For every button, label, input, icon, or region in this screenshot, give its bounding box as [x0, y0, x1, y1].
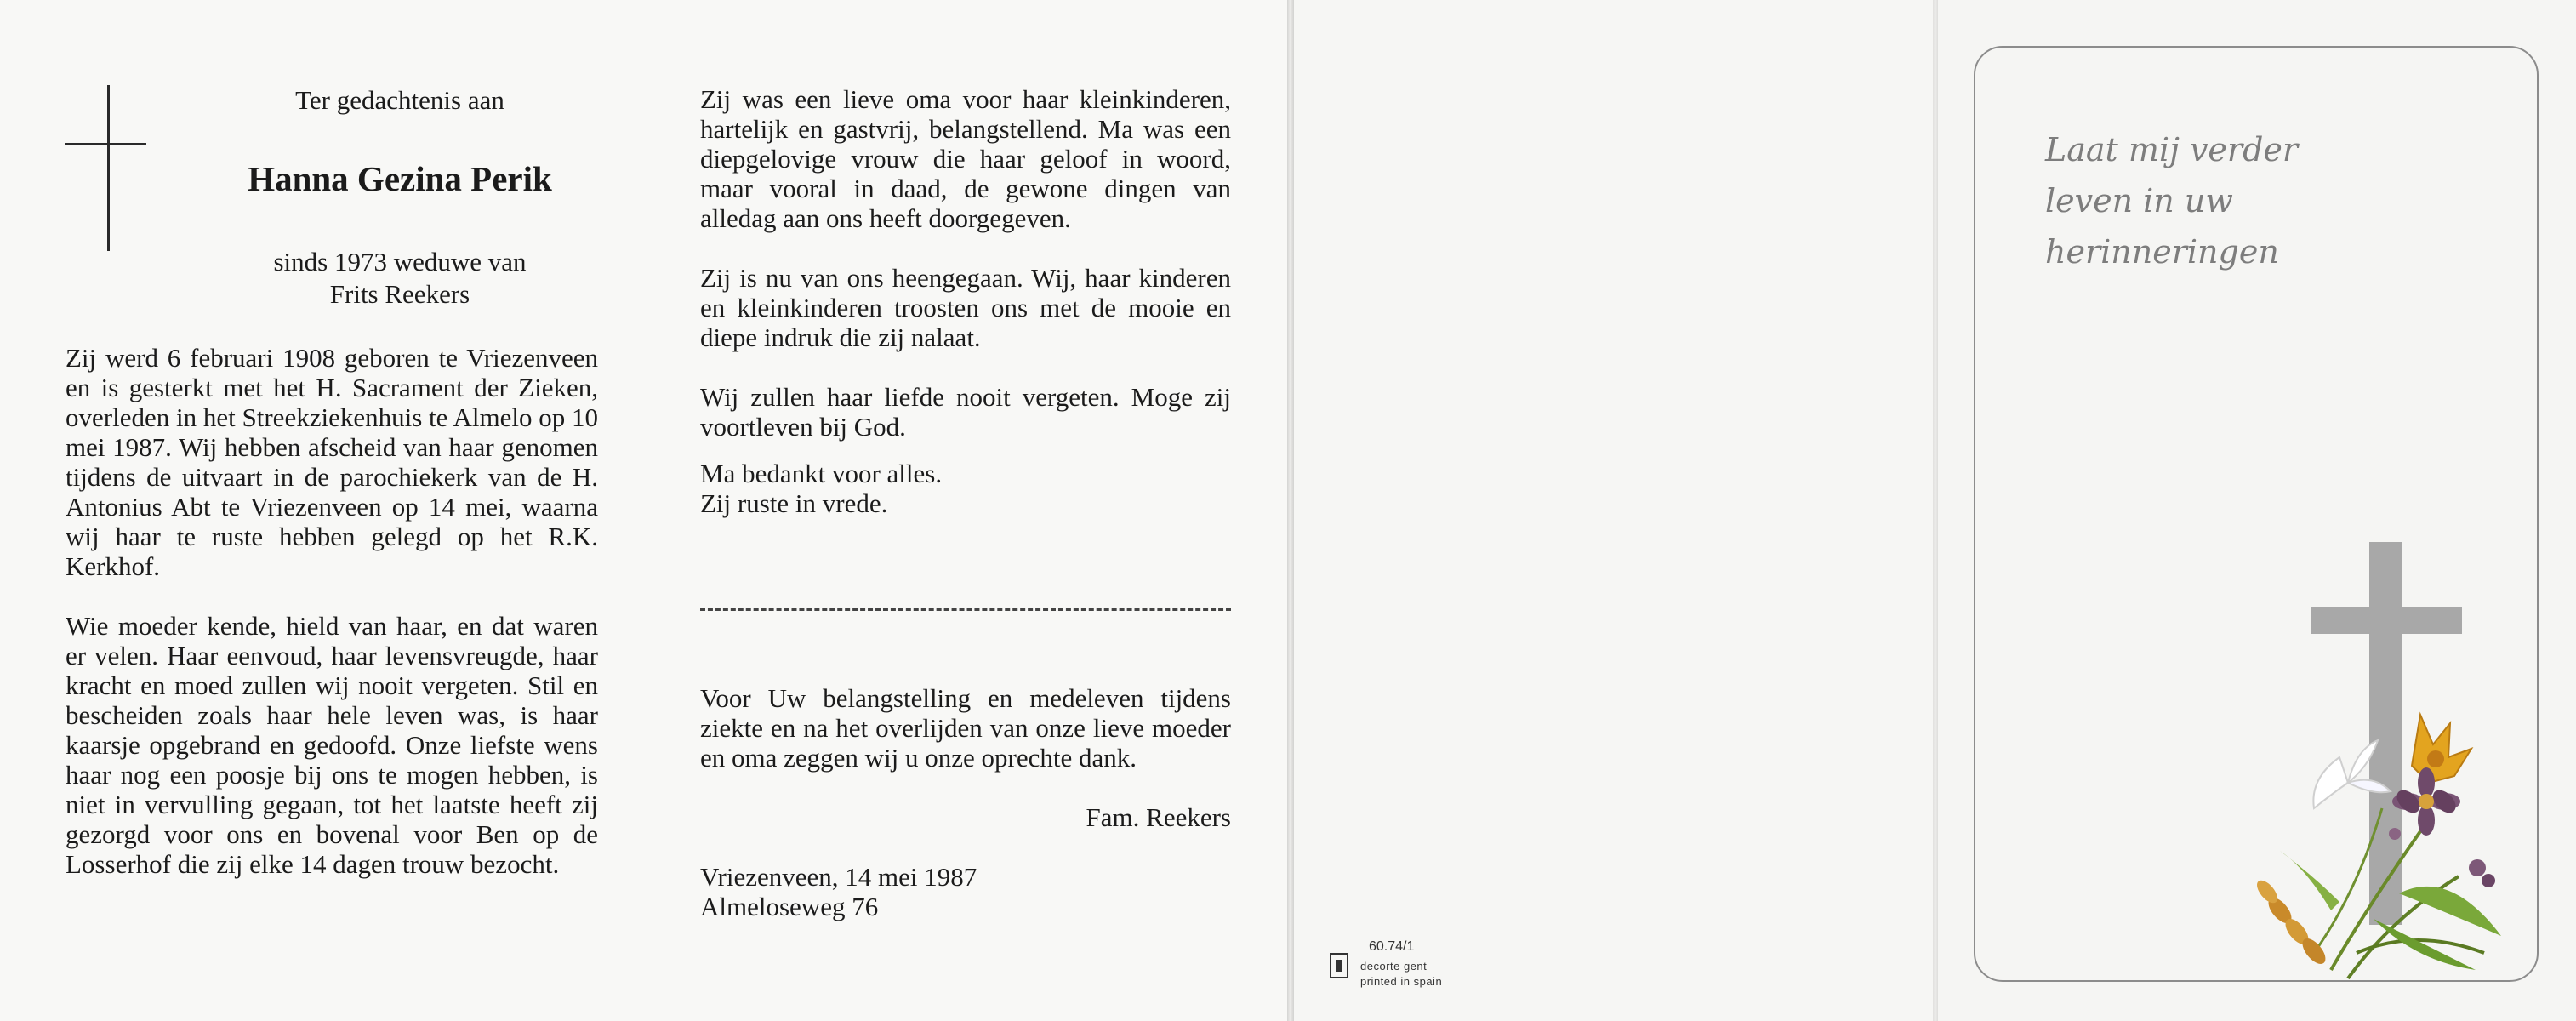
printed-in: printed in spain [1360, 975, 1443, 988]
love-paragraph: Wij zullen haar liefde nooit vergeten. Moge zij voortleven bij God. [700, 382, 1231, 442]
widow-line-1: sinds 1973 weduwe van [273, 247, 527, 277]
poem-line: Laat mij verder [2045, 131, 2299, 168]
poem-line: herinneringen [2045, 233, 2279, 271]
remembrance-paragraph: Wie moeder kende, hield van haar, en dat waren er velen. Haar eenvoud, haar levensvreugde, haar kracht en moed zullen wij nooit vergeten. Stil en bescheiden zoals haar hele leven was, is haar kaarsje opgebrand en gedoofd. Onze liefste wens haar nog een poosje bij ons te mogen hebben, is niet in vervulling gegaan, tot het laatste heeft zij gezorgd voor ons en bovenal voor Ben op de Losserhof die zij elke 14 dagen trouw bezocht. [66, 611, 598, 879]
flower-bouquet-icon [2229, 698, 2518, 987]
intro-text: Ter gedachtenis aan [295, 85, 504, 115]
address: Almeloseweg 76 [700, 892, 879, 921]
thanks-line-1: Ma bedankt voor alles. [700, 459, 943, 488]
printer-logo-icon [1330, 953, 1348, 978]
fold-line [1933, 0, 1938, 1021]
widow-line-2: Frits Reekers [329, 279, 470, 309]
grandmother-paragraph: Zij was een lieve oma voor haar kleinkinderen, hartelijk en gastvrij, belangstellend. Ma was een diepgelovige vrouw die haar geloof in woord, maar vooral in daad, de gewone dingen van alledag aan ons heeft doorgegeven. [700, 84, 1231, 233]
acknowledgement-paragraph: Voor Uw belangstelling en medeleven tijdens ziekte en na het overlijden van onze lieve moeder en oma zeggen wij u onze oprechte dank. [700, 683, 1231, 773]
middle-text-column [700, 84, 1231, 518]
family-signature: Fam. Reekers [1086, 802, 1231, 832]
printer-name: decorte gent [1360, 960, 1428, 973]
biography-paragraph: Zij werd 6 februari 1908 geboren te Vriezenveen en is gesterkt met het H. Sacrament der Zieken, overleden in het Streekziekenhuis te Almelo op 10 mei 1987. Wij hebben afscheid van haar genomen tijdens de uitvaart in de parochiekerk van de H. Antonius Abt te Vriezenveen op 14 mei, waarna wij haar te ruste hebben gelegd op het R.K. Kerkhof. [66, 343, 598, 581]
passing-paragraph: Zij is nu van ons heengegaan. Wij, haar kinderen en kleinkinderen troosten ons met de mooie en diepe indruk die zij nalaat. [700, 263, 1231, 352]
front-poem [2045, 124, 2298, 277]
tear-off-divider [700, 608, 1231, 611]
blank-back-panel [1294, 0, 1935, 1021]
cross-icon [65, 85, 146, 251]
rest-line: Zij ruste in vrede. [700, 488, 888, 518]
fold-line [1287, 0, 1294, 1021]
product-code: 60.74/1 [1369, 939, 1415, 954]
left-text-column [66, 343, 598, 879]
deceased-name: Hanna Gezina Perik [248, 159, 552, 198]
acknowledgement-block [700, 683, 1231, 921]
place-date: Vriezenveen, 14 mei 1987 [700, 862, 977, 892]
poem-line: leven in uw [2045, 182, 2233, 220]
